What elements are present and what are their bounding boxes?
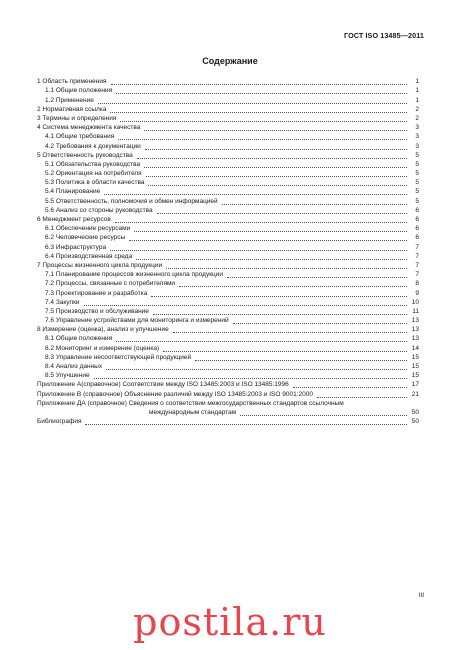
- toc-entry-page: 14: [411, 344, 419, 352]
- toc-entry-title: 5.4 Планирование: [45, 188, 101, 196]
- dot-leader: [129, 233, 407, 241]
- toc-entry-title: Библиография: [37, 418, 82, 426]
- dot-leader: [116, 334, 407, 342]
- toc-entry[interactable]: [37, 105, 419, 114]
- dot-leader: [222, 197, 407, 205]
- toc-entry-page: 7: [415, 243, 419, 251]
- toc-entry[interactable]: [37, 178, 419, 187]
- toc-entry-title: 6.2 Человеческие ресурсы: [45, 234, 126, 242]
- toc-entry-page: 3: [415, 142, 419, 150]
- dot-leader: [110, 105, 407, 113]
- dot-leader: [163, 344, 407, 352]
- dot-leader: [110, 243, 407, 251]
- toc-entry-title: 7.4 Закупки: [45, 298, 80, 306]
- toc-entry[interactable]: [37, 389, 419, 398]
- toc-entry-title: 5.1 Обязательства руководства: [45, 160, 141, 168]
- toc-entry[interactable]: [37, 77, 419, 86]
- table-of-contents: [37, 77, 419, 426]
- toc-entry-title: 5.2 Ориентация на потребителя: [45, 170, 142, 178]
- toc-entry[interactable]: [37, 114, 419, 123]
- toc-entry-title: 4.1 Общие требования: [45, 133, 115, 141]
- toc-entry[interactable]: [37, 132, 419, 141]
- dot-leader: [98, 96, 407, 104]
- toc-entry[interactable]: [37, 362, 419, 371]
- document-code: ГОСТ ISO 13485—2011: [343, 31, 424, 40]
- toc-entry-title: 7.1 Планирование процессов жизненного цикла продукции: [45, 271, 224, 279]
- toc-entry-title: 5.3 Политика в области качества: [45, 179, 145, 187]
- toc-entry-title: 2 Нормативная ссылка: [37, 105, 107, 113]
- dot-leader: [144, 160, 407, 168]
- dot-leader: [144, 123, 407, 131]
- dot-leader: [120, 114, 407, 122]
- dot-leader: [151, 289, 407, 297]
- toc-entry-page: 7: [415, 271, 419, 279]
- toc-entry[interactable]: [37, 380, 419, 389]
- toc-entry-title: 8.1 Общие положения: [45, 335, 113, 343]
- toc-entry-page: 9: [415, 289, 419, 297]
- toc-entry-page: 3: [415, 124, 419, 132]
- toc-entry-page: 5: [415, 170, 419, 178]
- dot-leader: [116, 86, 407, 94]
- toc-entry-title: 8.4 Анализ данных: [45, 363, 103, 370]
- watermark: [0, 600, 460, 644]
- toc-entry-page: 2: [415, 105, 419, 113]
- toc-entry-title: 1.2 Применение: [45, 96, 94, 104]
- toc-entry-title: 8.2 Мониторинг и измерение (оценка): [45, 344, 160, 352]
- toc-entry-title: 5.6 Анализ со стороны руководства: [45, 206, 153, 214]
- toc-entry-page: 17: [411, 381, 419, 389]
- dot-leader: [146, 169, 407, 177]
- toc-entry-page: 1: [415, 96, 419, 104]
- toc-entry[interactable]: [37, 224, 419, 233]
- toc-entry[interactable]: [37, 233, 419, 242]
- toc-entry-title: 4.2 Требования к документации: [45, 142, 141, 150]
- dot-leader: [166, 261, 407, 269]
- dot-leader: [233, 316, 407, 324]
- toc-entry[interactable]: [37, 371, 419, 380]
- toc-entry-title-continued: международным стандартам: [149, 408, 237, 416]
- toc-entry-title: 6 Менеджмент ресурсов: [37, 216, 111, 223]
- dot-leader: [134, 224, 407, 232]
- toc-entry-title: 1.1 Общие положения: [45, 87, 113, 95]
- toc-entry-page: 6: [415, 206, 419, 214]
- toc-entry-page: 6: [415, 225, 419, 233]
- toc-entry-page: 1: [415, 78, 419, 86]
- toc-entry-page: 13: [411, 335, 419, 343]
- toc-entry-title: 7.5 Производство и обслуживание: [45, 307, 149, 315]
- toc-entry-page: 15: [411, 353, 419, 361]
- toc-entry-page: 13: [411, 317, 419, 325]
- toc-entry[interactable]: [37, 334, 419, 343]
- dot-leader: [240, 408, 407, 416]
- dot-leader: [153, 307, 407, 315]
- dot-leader: [317, 390, 407, 398]
- toc-entry-page: 5: [415, 160, 419, 168]
- toc-entry-title: 8 Измерение (оценка), анализ и улучшение: [37, 326, 169, 334]
- dot-leader: [94, 371, 407, 379]
- toc-entry-title: 7.3 Проектирование и разработка: [45, 289, 148, 297]
- toc-entry-bibliography[interactable]: [37, 417, 419, 426]
- dot-leader: [106, 362, 407, 370]
- toc-entry-page: 7: [415, 252, 419, 260]
- watermark-domain: .ru: [269, 600, 327, 644]
- toc-entry-title: 8.5 Улучшение: [45, 372, 90, 380]
- toc-entry[interactable]: [37, 298, 419, 307]
- dot-leader: [118, 132, 407, 140]
- toc-entry-title: 4 Система менеджмента качества: [37, 124, 141, 132]
- dot-leader: [115, 215, 407, 223]
- toc-entry-page: 6: [415, 234, 419, 242]
- toc-entry-annex-da[interactable]: [37, 399, 419, 417]
- toc-entry[interactable]: [37, 215, 419, 224]
- toc-entry-page: 15: [411, 372, 419, 380]
- toc-entry-page: 21: [411, 390, 419, 398]
- toc-entry-title: 7.2 Процессы, связанные с потребителями: [45, 280, 176, 288]
- toc-entry-page: 7: [415, 261, 419, 269]
- toc-entry-title: Приложение А(справочное) Соответствие между ISO 13485:2003 и ISO 13485:1996: [37, 381, 289, 389]
- dot-leader: [195, 353, 407, 361]
- dot-leader: [137, 151, 407, 159]
- dot-leader: [84, 298, 407, 306]
- dot-leader: [173, 325, 407, 333]
- watermark-text: postila: [133, 600, 270, 644]
- toc-entry-title: 8.3 Управление несоответствующей продукцией: [45, 353, 192, 361]
- toc-entry-title: 6.3 Инфраструктура: [45, 243, 107, 251]
- toc-entry-page: 6: [415, 216, 419, 223]
- toc-entry-page: 8: [415, 280, 419, 288]
- toc-entry[interactable]: [37, 141, 419, 150]
- dot-leader: [136, 252, 407, 260]
- toc-entry[interactable]: [37, 261, 419, 270]
- toc-entry[interactable]: [37, 270, 419, 279]
- toc-entry[interactable]: [37, 316, 419, 325]
- toc-title: Содержание: [202, 56, 258, 66]
- toc-entry-title: 7 Процессы жизненного цикла продукции: [37, 261, 163, 269]
- toc-entry-page: 5: [415, 197, 419, 205]
- toc-entry[interactable]: [37, 123, 419, 132]
- toc-entry[interactable]: [37, 95, 419, 104]
- toc-entry-title: 7.6 Управление устройствами для мониторинга и измерений: [45, 317, 229, 325]
- toc-entry-page: 2: [415, 114, 419, 122]
- dot-leader: [111, 77, 407, 85]
- toc-entry-page: 5: [415, 151, 419, 159]
- toc-entry[interactable]: [37, 325, 419, 334]
- dot-leader: [145, 142, 407, 150]
- toc-entry-page: 1: [415, 87, 419, 95]
- toc-entry[interactable]: [37, 206, 419, 215]
- toc-entry-title: 5.5 Ответственность, полномочия и обмен информацией: [45, 197, 218, 205]
- toc-entry[interactable]: [37, 353, 419, 362]
- toc-entry[interactable]: [37, 187, 419, 196]
- toc-entry-title: 6.1 Обеспечение ресурсами: [45, 225, 131, 233]
- toc-entry[interactable]: [37, 151, 419, 160]
- dot-leader: [157, 206, 407, 214]
- toc-entry-page: 13: [411, 326, 419, 334]
- toc-entry[interactable]: [37, 252, 419, 261]
- toc-entry-page: 5: [415, 188, 419, 196]
- toc-entry[interactable]: [37, 86, 419, 95]
- toc-entry-title: Приложение В (справочное) Объяснение различий между ISO 13485:2003 и ISO 9001:2000: [37, 390, 313, 398]
- toc-entry[interactable]: [37, 169, 419, 178]
- toc-entry[interactable]: [37, 160, 419, 169]
- dot-leader: [179, 279, 407, 287]
- toc-entry[interactable]: [37, 279, 419, 288]
- toc-entry[interactable]: [37, 307, 419, 316]
- toc-entry[interactable]: [37, 288, 419, 297]
- dot-leader: [85, 417, 407, 425]
- toc-entry-page: 50: [411, 408, 419, 416]
- toc-entry-page: 11: [412, 307, 419, 315]
- toc-entry-page: 3: [415, 133, 419, 141]
- toc-entry[interactable]: [37, 242, 419, 251]
- toc-entry-title: 6.4 Производственная среда: [45, 252, 133, 260]
- toc-entry-title: 1 Область применения: [37, 78, 107, 86]
- toc-entry-page: 15: [411, 363, 419, 370]
- toc-entry-page: 50: [411, 418, 419, 426]
- toc-entry-title: 5 Ответственность руководства: [37, 151, 133, 159]
- toc-entry[interactable]: [37, 343, 419, 352]
- dot-leader: [104, 187, 407, 195]
- toc-entry[interactable]: [37, 196, 419, 205]
- dot-leader: [227, 270, 407, 278]
- dot-leader: [148, 178, 407, 186]
- toc-entry-title: 3 Термины и определения: [37, 114, 117, 122]
- toc-entry-page: 5: [415, 179, 419, 187]
- toc-entry-page: 10: [411, 298, 419, 306]
- page-number: III: [418, 592, 424, 599]
- toc-entry-title: Приложение ДА (справочное) Сведения о соответствии межгосударственных стандартов ссылочным: [37, 399, 344, 407]
- dot-leader: [293, 380, 407, 388]
